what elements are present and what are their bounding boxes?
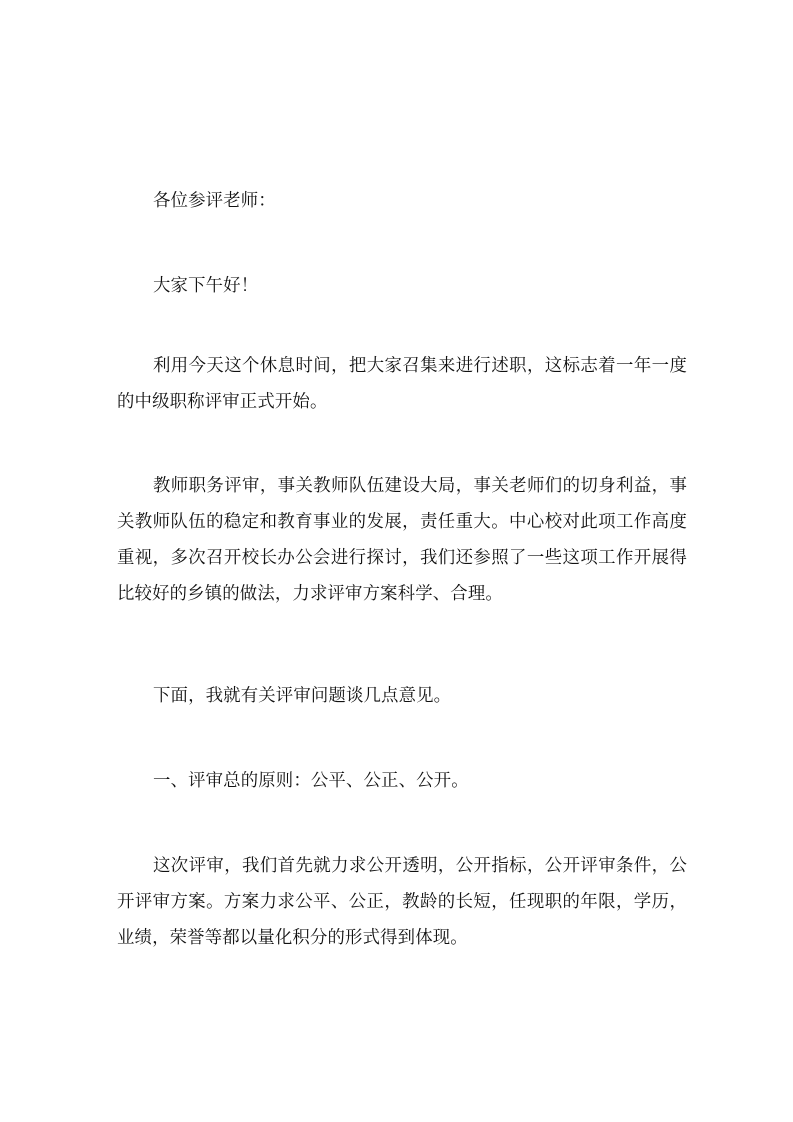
intro-points-paragraph: 下面，我就有关评审问题谈几点意见。: [153, 686, 452, 706]
salutation-paragraph: 各位参评老师：: [153, 191, 276, 211]
opening-paragraph: 利用今天这个休息时间，把大家召集来进行述职，这标志着一年一度的中级职称评审正式开始。: [117, 356, 687, 412]
greeting-paragraph: 大家下午好！: [153, 276, 259, 296]
principle-heading: 一、评审总的原则：公平、公正、公开。: [153, 771, 469, 791]
principle-body-paragraph: 这次评审，我们首先就力求公开透明，公开指标，公开评审条件，公开评审方案。方案力求公平、公正，教龄的长短，任现职的年限，学历，业绩，荣誉等都以量化积分的形式得到体现。: [117, 856, 687, 948]
importance-paragraph: 教师职务评审，事关教师队伍建设大局，事关老师们的切身利益，事关教师队伍的稳定和教育事业的发展，责任重大。中心校对此项工作高度重视，多次召开校长办公会进行探讨，我们还参照了一些这项工作开展得比较好的乡镇的做法，力求评审方案科学、合理。: [117, 476, 687, 604]
